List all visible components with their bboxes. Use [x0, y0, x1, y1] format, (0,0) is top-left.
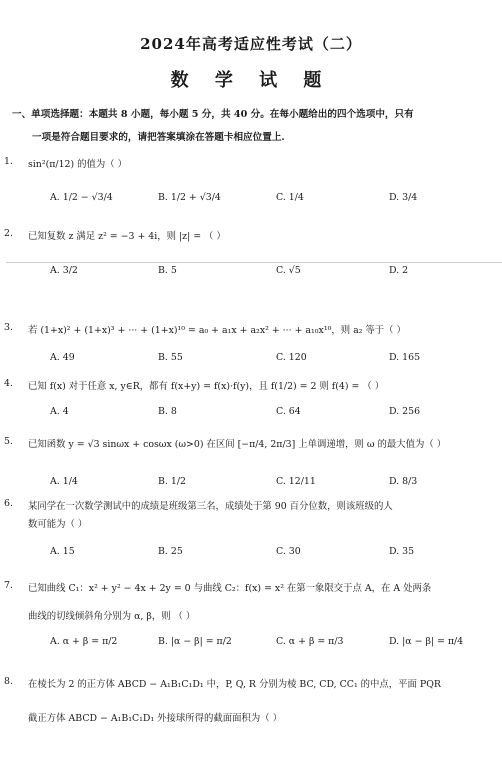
- subject-title: 数 学 试 题: [170, 70, 332, 91]
- option-c: C. 64: [276, 406, 301, 417]
- question-3: [4, 322, 492, 336]
- option-a: A. 1/4: [50, 476, 78, 487]
- option-a: A. 49: [50, 352, 75, 363]
- option-a: A. 15: [50, 546, 75, 557]
- question-stem-continued: 截正方体 ABCD − A₁B₁C₁D₁ 外接球所得的截面面积为（ ）: [28, 713, 283, 724]
- question-4: [4, 378, 492, 392]
- option-b: B. 55: [158, 352, 183, 363]
- fold-line: [6, 262, 502, 263]
- option-b: B. 1/2 + √3/4: [158, 192, 221, 203]
- option-c: C. 12/11: [276, 476, 316, 487]
- section-instructions: [12, 103, 492, 149]
- option-d: D. 3/4: [389, 192, 418, 203]
- question-7: [4, 580, 492, 622]
- question-8: [4, 676, 492, 724]
- question-1: [4, 156, 492, 170]
- option-a: A. 3/2: [50, 265, 78, 276]
- question-number: 1.: [4, 156, 13, 167]
- question-number: 3.: [4, 322, 13, 333]
- option-b: B. |α − β| = π/2: [158, 636, 232, 647]
- option-a: A. α + β = π/2: [50, 636, 118, 647]
- option-c: C. 120: [276, 352, 307, 363]
- exam-title: 2024年高考适应性考试（二）: [140, 35, 362, 53]
- question-6: [4, 498, 492, 530]
- option-d: D. 8/3: [389, 476, 418, 487]
- question-number: 5.: [4, 436, 13, 447]
- question-number: 4.: [4, 378, 13, 389]
- option-c: C. 1/4: [276, 192, 304, 203]
- option-c: C. α + β = π/3: [276, 636, 344, 647]
- question-stem: 若 (1+x)² + (1+x)³ + ··· + (1+x)¹⁰ = a₀ + a₁x + a₂x² + ··· + a₁₀x¹⁰，则 a₂ 等于（ ）: [28, 325, 406, 336]
- question-stem: 某同学在一次数学测试中的成绩是班级第三名，成绩处于第 90 百分位数，则该班级的人: [28, 501, 393, 512]
- option-d: D. 256: [389, 406, 421, 417]
- question-stem: 在棱长为 2 的正方体 ABCD − A₁B₁C₁D₁ 中，P, Q, R 分别为棱 BC, CD, CC₁ 的中点，平面 PQR: [28, 679, 441, 690]
- question-number: 6.: [4, 498, 13, 509]
- option-b: B. 5: [158, 265, 177, 276]
- section-line-1: 一、单项选择题：本题共 8 小题，每小题 5 分，共 40 分。在每小题给出的四个选项中，只有: [12, 109, 414, 120]
- option-a: A. 4: [50, 406, 69, 417]
- question-stem: 已知函数 y = √3 sinωx + cosωx (ω>0) 在区间 [−π/4, 2π/3] 上单调递增，则 ω 的最大值为（ ）: [28, 439, 447, 450]
- option-c: C. √5: [276, 265, 301, 276]
- question-stem-continued: 曲线的切线倾斜角分别为 α, β，则 （ ）: [28, 611, 196, 622]
- option-d: D. 35: [389, 546, 415, 557]
- option-b: B. 8: [158, 406, 177, 417]
- question-5: [4, 436, 492, 450]
- question-stem-continued: 数可能为（ ）: [28, 519, 88, 530]
- question-number: 2.: [4, 228, 13, 239]
- question-number: 8.: [4, 676, 13, 687]
- option-d: D. |α − β| = π/4: [389, 636, 464, 647]
- option-b: B. 25: [158, 546, 183, 557]
- question-stem: sin²(π/12) 的值为（ ）: [28, 159, 128, 170]
- option-c: C. 30: [276, 546, 301, 557]
- question-number: 7.: [4, 580, 13, 591]
- option-a: A. 1/2 − √3/4: [50, 192, 113, 203]
- section-line-2: 一项是符合题目要求的，请把答案填涂在答题卡相应位置上.: [32, 132, 285, 143]
- option-d: D. 165: [389, 352, 421, 363]
- question-stem: 已知曲线 C₁：x² + y² − 4x + 2y = 0 与曲线 C₂：f(x) = x² 在第一象限交于点 A，在 A 处两条: [28, 583, 432, 594]
- question-stem: 已知 f(x) 对于任意 x, y∈R，都有 f(x+y) = f(x)·f(y)，且 f(1/2) = 2 则 f(4) = （ ）: [28, 381, 385, 392]
- option-d: D. 2: [389, 265, 409, 276]
- option-b: B. 1/2: [158, 476, 186, 487]
- question-2: [4, 228, 492, 242]
- question-stem: 已知复数 z 满足 z² = −3 + 4i，则 |z| = （ ）: [28, 231, 226, 242]
